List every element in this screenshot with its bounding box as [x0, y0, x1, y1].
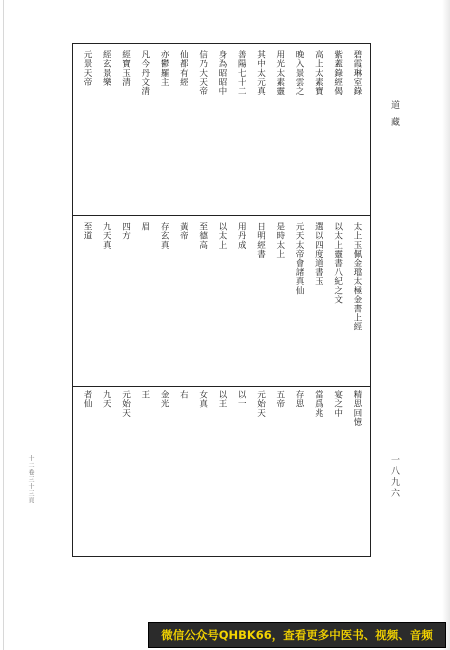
text-column: 是時太上 — [274, 222, 285, 259]
text-column: 用光太素靈 — [274, 50, 285, 96]
text-column: 太上玉佩金璫太極金書上經 — [351, 222, 362, 332]
text-column: 元景天帝 — [82, 50, 92, 87]
text-column: 至道 — [82, 222, 92, 241]
text-column: 經玄景樂 — [101, 50, 112, 87]
text-column: 眉 — [139, 222, 150, 232]
text-column: 身為昭昭中 — [216, 50, 227, 96]
text-column: 用丹成 — [236, 222, 247, 250]
text-column: 至德高 — [197, 222, 208, 250]
text-column: 右 — [178, 390, 189, 400]
page-edge — [3, 0, 4, 650]
text-column: 選以四度道書玉 — [313, 222, 324, 286]
text-column: 存玄真 — [159, 222, 170, 250]
footer-banner[interactable] — [148, 622, 446, 648]
text-column: 者仙 — [82, 390, 92, 409]
text-block-1 — [81, 50, 362, 210]
text-column: 元始天 — [255, 390, 266, 418]
text-column: 碧霞琳室錄 — [351, 50, 362, 96]
text-column: 女真 — [197, 390, 208, 409]
text-column: 經寶玉清 — [120, 50, 131, 87]
text-column: 其中太元真 — [255, 50, 266, 96]
text-column: 元天太帝會諸真仙 — [294, 222, 305, 295]
text-frame — [72, 43, 371, 557]
text-column: 高上太素寶 — [313, 50, 324, 96]
text-column: 善陽七十二 — [236, 50, 247, 96]
page-number: 一八九六 — [389, 455, 399, 499]
text-column: 信乃大天帝 — [197, 50, 208, 96]
section-divider — [73, 215, 370, 216]
page-shadow — [442, 0, 450, 650]
text-column: 以王 — [216, 390, 227, 409]
text-block-3 — [81, 390, 362, 548]
footer-banner-text: 微信公众号QHBK66，查看更多中医书、视频、音频 — [161, 628, 433, 642]
text-column: 元始天 — [120, 390, 131, 418]
text-column: 以一 — [236, 390, 247, 409]
text-column: 五帝 — [274, 390, 285, 409]
volume-mark: 十二卷三十三頁 — [27, 455, 34, 504]
text-column: 金光 — [159, 390, 170, 409]
text-column: 黃帝 — [178, 222, 189, 241]
text-column: 精思回憶 — [351, 390, 362, 427]
text-column: 宴之中 — [332, 390, 343, 418]
text-column: 紫蓋錄經偈 — [332, 50, 343, 96]
text-column: 九天真 — [101, 222, 112, 250]
text-column: 晚入景雲之 — [294, 50, 305, 96]
text-column: 當爲兆 — [313, 390, 324, 418]
text-column: 王 — [139, 390, 150, 400]
text-column: 以太上靈書八紀之文 — [332, 222, 343, 304]
section-divider — [73, 386, 370, 387]
text-column: 亦鬱羅主 — [159, 50, 170, 87]
text-column: 存思 — [294, 390, 305, 409]
text-column: 凡今丹文清 — [139, 50, 150, 96]
text-column: 九天 — [101, 390, 112, 409]
text-column: 日明經書 — [255, 222, 266, 259]
text-column: 以太上 — [216, 222, 227, 250]
book-title: 道藏 — [389, 100, 399, 134]
text-column: 仙都有經 — [178, 50, 189, 87]
text-block-2 — [81, 222, 362, 382]
text-column: 四方 — [120, 222, 131, 241]
